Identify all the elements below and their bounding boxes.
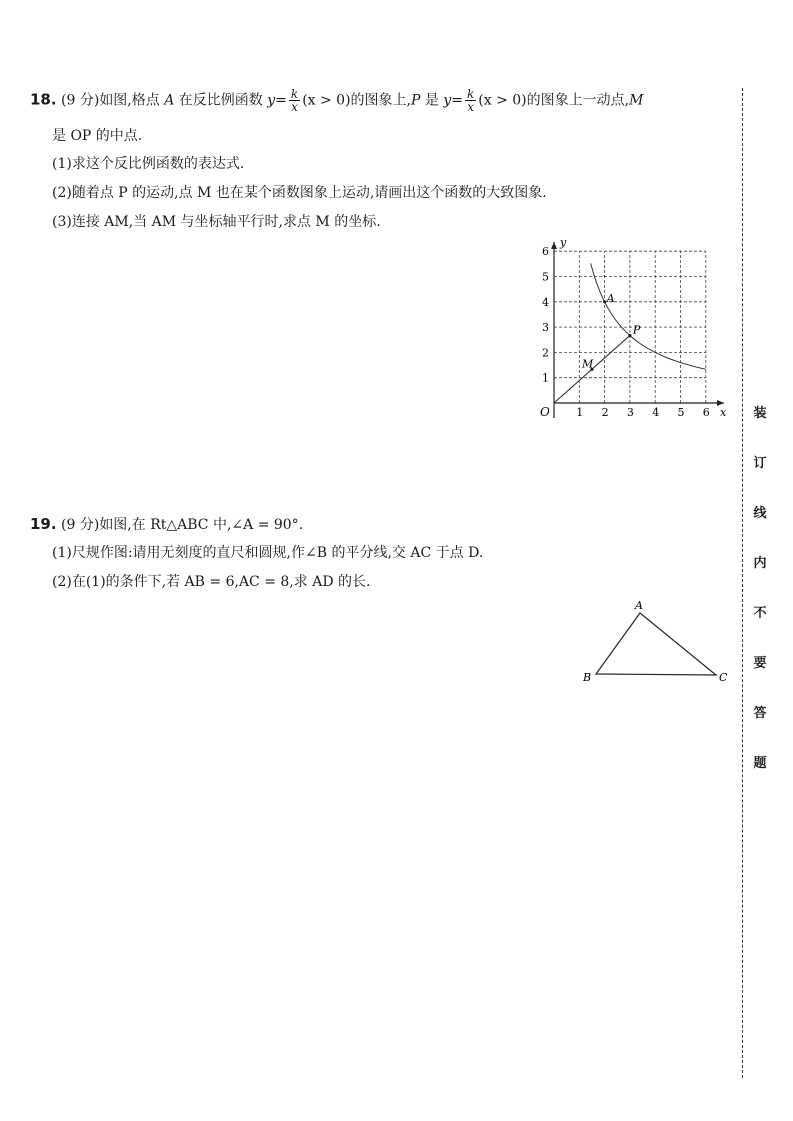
q19-sub1: (1)尺规作图:请用无刻度的直尺和圆规,作∠B 的平分线,交 AC 于点 D. [52,545,484,561]
q18-line1 [30,88,643,113]
q18-var-y: y [443,92,452,109]
q19-sub2: (2)在(1)的条件下,若 AB = 6,AC = 8,求 AD 的长. [52,574,371,590]
q18-condition: (x > 0) [478,92,527,109]
q18-text: 是 [424,92,439,109]
binding-char: 装 [753,406,767,421]
q18-var-p: P [411,92,421,109]
y-tick-labels [542,245,549,385]
y-tick-label: 3 [542,321,549,335]
frac-num: k [290,87,299,101]
frac-den: x [467,100,475,114]
q18-text: 如图,格点 [99,92,160,109]
q19-points: (9 分) [61,517,100,533]
origin-label: O [540,405,550,419]
q18-eq: = [275,92,287,109]
q18-line2: 是 OP 的中点. [52,128,143,144]
binding-char: 订 [753,456,767,471]
q18-fraction [465,88,476,113]
triangle-abc [596,613,716,675]
y-tick-label: 2 [542,346,549,360]
q18-sub1: (1)求这个反比例函数的表达式. [52,156,245,172]
q19-number: 19. [30,515,57,533]
y-tick-label: 4 [542,295,549,309]
label-b: B [583,671,592,684]
q18-number: 18. [30,90,57,109]
label-a: A [606,291,615,305]
q18-var-y: y [267,92,276,109]
q18-text: 在反比例函数 [178,92,263,109]
grid [554,251,706,403]
q18-sub2: (2)随着点 P 的运动,点 M 也在某个函数图象上运动,请画出这个函数的大致图象. [52,185,547,201]
q19-stem: 如图,在 Rt△ABC 中,∠A = 90°. [99,517,304,533]
q19-triangle-figure [578,596,738,692]
binding-char: 内 [753,556,767,571]
x-tick-label: 4 [652,406,660,419]
y-tick-label: 6 [542,245,549,259]
x-tick-label: 2 [601,406,609,419]
y-tick-label: 1 [542,371,549,385]
frac-num: k [466,87,475,101]
binding-dashed-line [742,88,743,1078]
q18-points: (9 分) [61,92,100,109]
label-p: P [632,323,641,337]
y-axis-arrow [551,242,557,249]
q18-coordinate-figure [530,232,730,432]
x-axis-label: x [720,406,727,419]
x-tick-label: 3 [626,406,634,419]
q19-line1 [30,514,303,535]
y-axis-label: y [560,236,567,249]
frac-den: x [291,100,298,114]
q18-text: 的图象上, [350,92,411,109]
q18-var-a: A [164,92,175,109]
x-tick-label: 5 [677,406,685,419]
q18-sub3: (3)连接 AM,当 AM 与坐标轴平行时,求点 M 的坐标. [52,214,381,230]
x-tick-labels [576,406,710,419]
q18-text: 的图象上一动点, [526,92,630,109]
hyperbola-curve [591,263,706,369]
binding-char: 线 [753,506,767,521]
binding-char: 题 [753,756,767,771]
q18-condition: (x > 0) [302,92,351,109]
label-c: C [719,671,728,684]
q18-var-m: M [629,92,644,109]
q18-fraction [289,88,300,113]
label-m: M [581,357,594,371]
x-tick-label: 1 [576,406,584,419]
binding-char: 不 [753,606,767,621]
point-p [628,334,631,337]
binding-char: 要 [753,656,767,671]
x-tick-label: 6 [702,406,710,419]
y-tick-label: 5 [542,270,549,284]
binding-char: 答 [753,706,767,721]
label-a: A [635,599,643,612]
q18-eq: = [451,92,463,109]
